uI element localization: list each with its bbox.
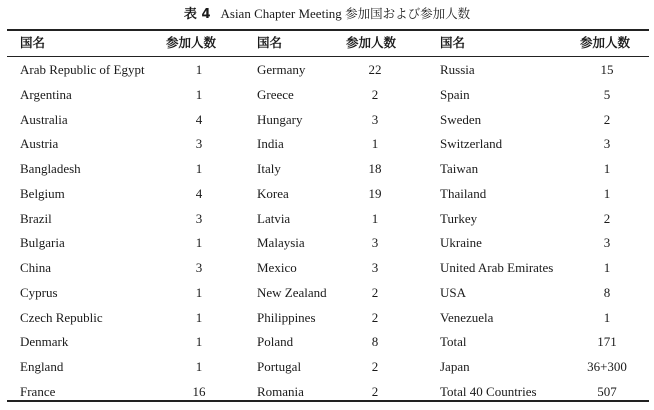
country-name: Czech Republic xyxy=(20,309,103,325)
country-name: England xyxy=(20,359,64,374)
bottom-rule xyxy=(7,400,649,402)
header-participants-3: 参加人数 xyxy=(580,35,631,50)
country-name: Taiwan xyxy=(440,161,479,176)
total-label: Total xyxy=(440,334,467,350)
country-name: India xyxy=(257,136,284,152)
participant-count: 36+300 xyxy=(587,359,627,374)
country-name: Sweden xyxy=(440,111,482,127)
participant-count: 2 xyxy=(371,86,379,102)
country-name: Brazil xyxy=(20,210,52,226)
participant-count: 5 xyxy=(603,86,611,102)
participant-count: 22 xyxy=(368,62,382,77)
participant-count: 1 xyxy=(195,161,203,176)
participant-count: 3 xyxy=(371,111,379,127)
country-name: Belgium xyxy=(20,185,65,201)
participant-count: 1 xyxy=(195,62,203,77)
participant-count: 2 xyxy=(371,284,379,300)
header-country-3: 国名 xyxy=(440,35,466,50)
country-name: Portugal xyxy=(257,359,302,374)
country-name: Thailand xyxy=(440,185,487,201)
participant-count: 1 xyxy=(195,235,203,251)
country-name: Philippines xyxy=(257,309,316,325)
participant-count: 1 xyxy=(371,210,379,226)
participant-count: 2 xyxy=(371,309,379,325)
country-name: Bangladesh xyxy=(20,161,81,176)
country-name: Bulgaria xyxy=(20,235,65,251)
top-rule xyxy=(7,29,649,31)
country-name: New Zealand xyxy=(257,284,327,300)
country-name: Italy xyxy=(257,161,281,176)
header-rule xyxy=(7,56,649,57)
total-count: 171 xyxy=(597,334,617,350)
participant-count: 2 xyxy=(603,210,611,226)
country-name: Malaysia xyxy=(257,235,305,251)
participant-count: 2 xyxy=(603,111,611,127)
country-name: Austria xyxy=(20,136,59,152)
header-country-1: 国名 xyxy=(20,35,46,50)
participant-count: 1 xyxy=(195,334,203,350)
participant-count: 1 xyxy=(603,309,611,325)
participant-count: 1 xyxy=(371,136,379,152)
country-name: Japan xyxy=(440,359,470,374)
country-name: Cyprus xyxy=(20,284,58,300)
participant-count: 3 xyxy=(195,260,203,275)
participant-count: 3 xyxy=(195,210,203,226)
participant-count: 8 xyxy=(371,334,379,350)
participant-count: 1 xyxy=(603,260,611,275)
participant-count: 19 xyxy=(368,185,382,201)
participant-count: 16 xyxy=(192,383,206,399)
grand-total-label: Total 40 Countries xyxy=(440,383,537,399)
participant-count: 4 xyxy=(195,111,203,127)
participant-count: 18 xyxy=(368,161,382,176)
country-name: USA xyxy=(440,284,467,300)
participant-count: 1 xyxy=(195,86,203,102)
participant-count: 3 xyxy=(371,260,379,275)
grand-total-count: 507 xyxy=(597,383,617,399)
participant-count: 15 xyxy=(600,62,614,77)
participant-count: 4 xyxy=(195,185,203,201)
country-name: Venezuela xyxy=(440,309,494,325)
country-name: Poland xyxy=(257,334,294,350)
participant-count: 8 xyxy=(603,284,611,300)
country-name: Russia xyxy=(440,62,475,77)
header-participants-2: 参加人数 xyxy=(346,35,397,50)
participant-count: 1 xyxy=(195,284,203,300)
country-name: Mexico xyxy=(257,260,297,275)
participant-count: 1 xyxy=(195,359,203,374)
participant-count: 3 xyxy=(195,136,203,152)
header-participants-1: 参加人数 xyxy=(166,35,217,50)
table-caption xyxy=(0,5,654,24)
country-name: Australia xyxy=(20,111,68,127)
country-name: Denmark xyxy=(20,334,69,350)
country-name: Korea xyxy=(257,185,289,201)
country-name: Switzerland xyxy=(440,136,503,152)
country-name: Spain xyxy=(440,86,470,102)
participant-count: 3 xyxy=(371,235,379,251)
participant-count: 1 xyxy=(603,161,611,176)
table-title-english: Asian Chapter Meeting xyxy=(220,6,342,21)
header-country-2: 国名 xyxy=(257,35,283,50)
country-name: Hungary xyxy=(257,111,303,127)
participant-count: 1 xyxy=(603,185,611,201)
country-name: Germany xyxy=(257,62,306,77)
participant-count: 3 xyxy=(603,235,611,251)
participant-count: 2 xyxy=(371,383,379,399)
country-name: Turkey xyxy=(440,210,478,226)
country-name: China xyxy=(20,260,52,275)
table-title-japanese: 参加国および参加人数 xyxy=(345,6,471,21)
participant-count: 2 xyxy=(371,359,379,374)
table-number: 表 4 xyxy=(183,7,211,22)
participant-count: 1 xyxy=(195,309,203,325)
country-name: Argentina xyxy=(20,86,72,102)
country-name: Ukraine xyxy=(440,235,482,251)
country-name: Arab Republic of Egypt xyxy=(20,62,145,77)
country-name: United Arab Emirates xyxy=(440,260,554,275)
country-name: Greece xyxy=(257,86,294,102)
country-name: Romania xyxy=(257,383,304,399)
country-name: Latvia xyxy=(257,210,291,226)
country-name: France xyxy=(20,383,56,399)
participant-count: 3 xyxy=(603,136,611,152)
